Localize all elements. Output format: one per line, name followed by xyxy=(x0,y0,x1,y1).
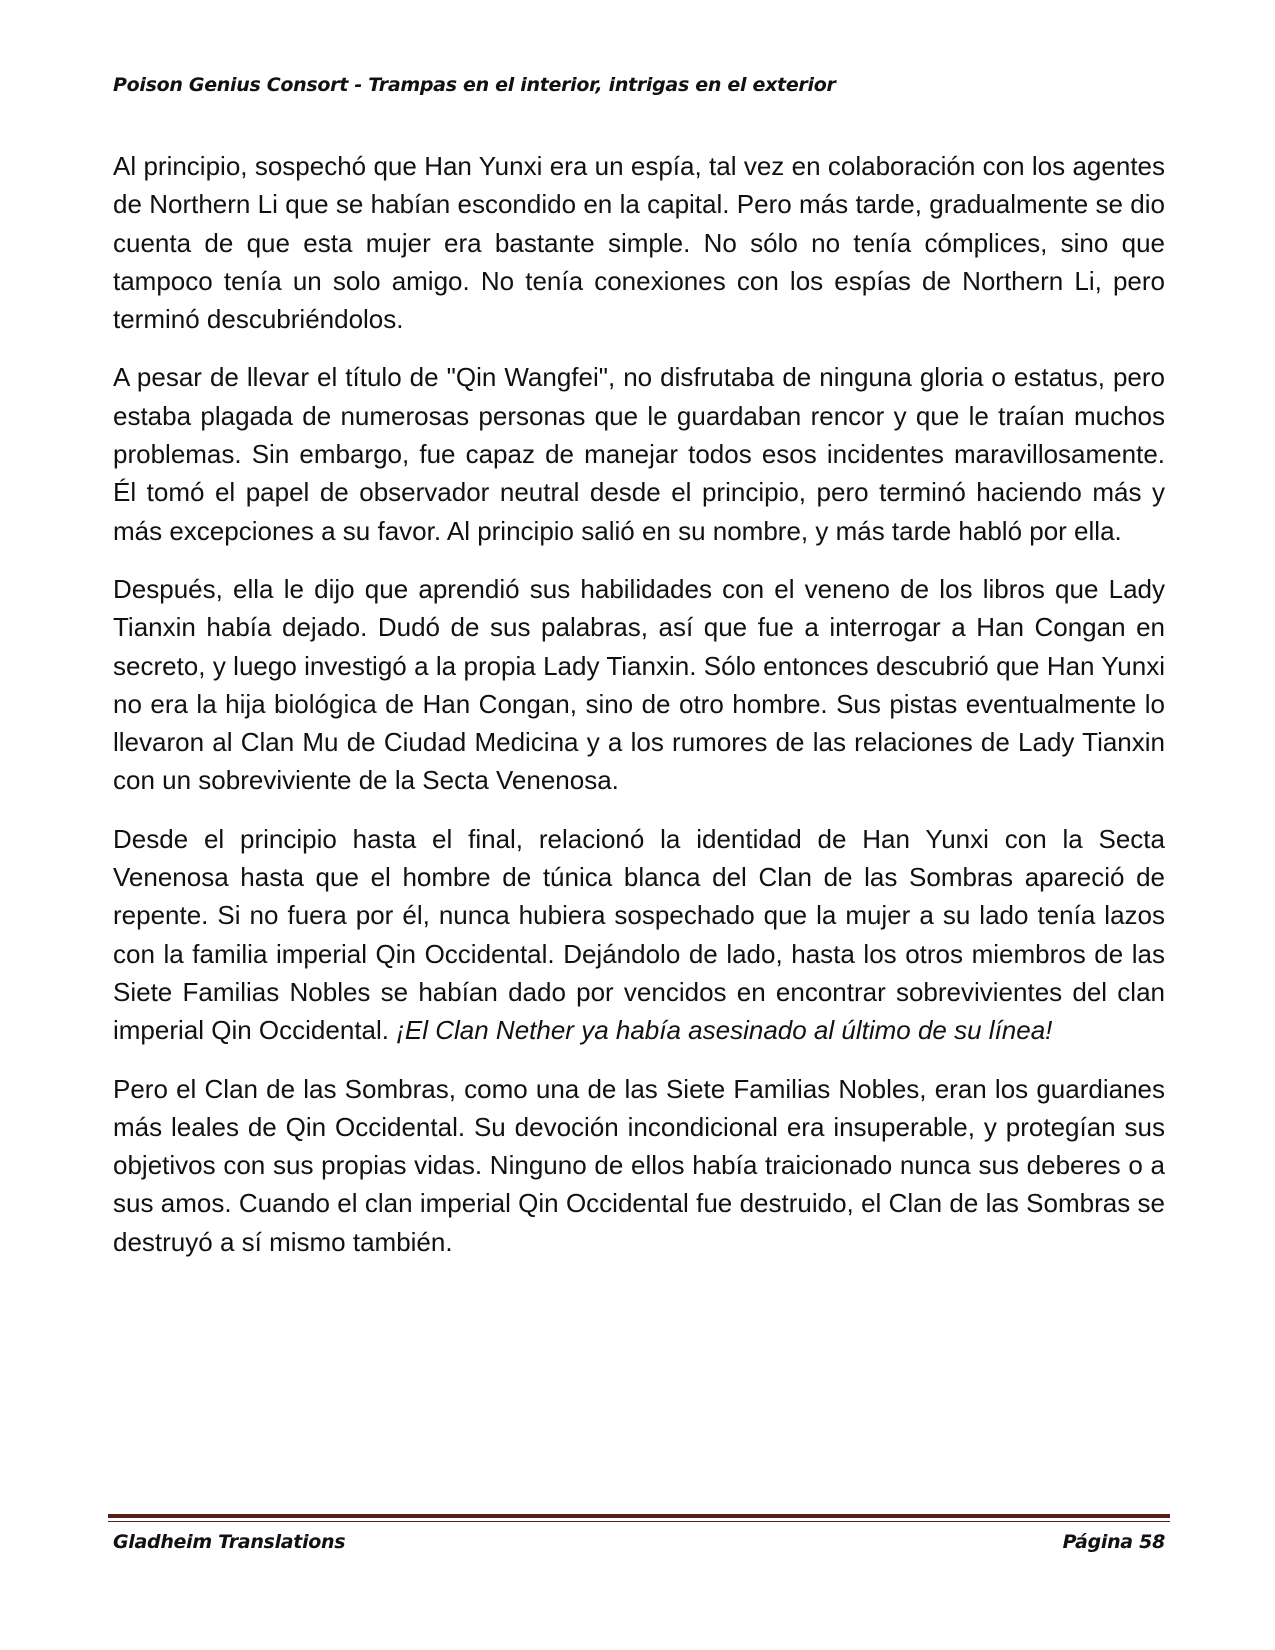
footer-page-number: Página 58 xyxy=(1062,1531,1165,1553)
footer-rule-thin xyxy=(108,1521,1170,1522)
paragraph-3: Después, ella le dijo que aprendió sus habilidades con el veneno de los libros que Lady Tianxin había dejado. Dudó de sus palabras, así que fue a interrogar a Han Congan en secreto, y luego investigó a la propia Lady Tianxin. Sólo entonces descubrió que Han Yunxi no era la hija biológica de Han Congan, sino de otro hombre. Sus pistas eventualmente lo llevaron al Clan Mu de Ciudad Medicina y a los rumores de las relaciones de Lady Tianxin con un sobreviviente de la Secta Venenosa. xyxy=(113,573,1165,796)
paragraph-4 xyxy=(113,820,1165,1050)
running-header: Poison Genius Consort - Trampas en el interior, intrigas en el exterior xyxy=(113,74,836,96)
paragraph-5: Pero el Clan de las Sombras, como una de las Siete Familias Nobles, eran los guardianes más leales de Qin Occidental. Su devoción incondicional era insuperable, y protegían sus objetivos con sus propias vidas. Ninguno de ellos había traicionado nunca sus deberes o a sus amos. Cuando el clan imperial Qin Occidental fue destruido, el Clan de las Sombras se destruyó a sí mismo también. xyxy=(113,1073,1165,1257)
footer-publisher: Gladheim Translations xyxy=(113,1531,346,1553)
footer-rule-thick xyxy=(108,1514,1170,1518)
paragraph-4-text: Desde el principio hasta el final, relacionó la identidad de Han Yunxi con la Secta Venenosa hasta que el hombre de túnica blanca del Clan de las Sombras apareció de repente. Si no fuera por él, nunca hubiera sospechado que la mujer a su lado tenía lazos con la familia imperial Qin Occidental. Dejándolo de lado, hasta los otros miembros de las Siete Familias Nobles se habían dado por vencidos en encontrar sobrevivientes del clan imperial Qin Occidental. xyxy=(113,823,1165,1046)
paragraph-2: A pesar de llevar el título de "Qin Wangfei", no disfrutaba de ninguna gloria o estatus, pero estaba plagada de numerosas personas que le guardaban rencor y que le traían muchos problemas. Sin embargo, fue capaz de manejar todos esos incidentes maravillosamente. Él tomó el papel de observador neutral desde el principio, pero terminó haciendo más y más excepciones a su favor. Al principio salió en su nombre, y más tarde habló por ella. xyxy=(113,362,1165,546)
paragraph-1: Al principio, sospechó que Han Yunxi era un espía, tal vez en colaboración con los agentes de Northern Li que se habían escondido en la capital. Pero más tarde, gradualmente se dio cuenta de que esta mujer era bastante simple. No sólo no tenía cómplices, sino que tampoco tenía un solo amigo. No tenía conexiones con los espías de Northern Li, pero terminó descubriéndolos. xyxy=(113,151,1165,335)
body-text xyxy=(113,147,1165,1281)
paragraph-4-emphasis: ¡El Clan Nether ya había asesinado al último de su línea! xyxy=(396,1015,1053,1046)
